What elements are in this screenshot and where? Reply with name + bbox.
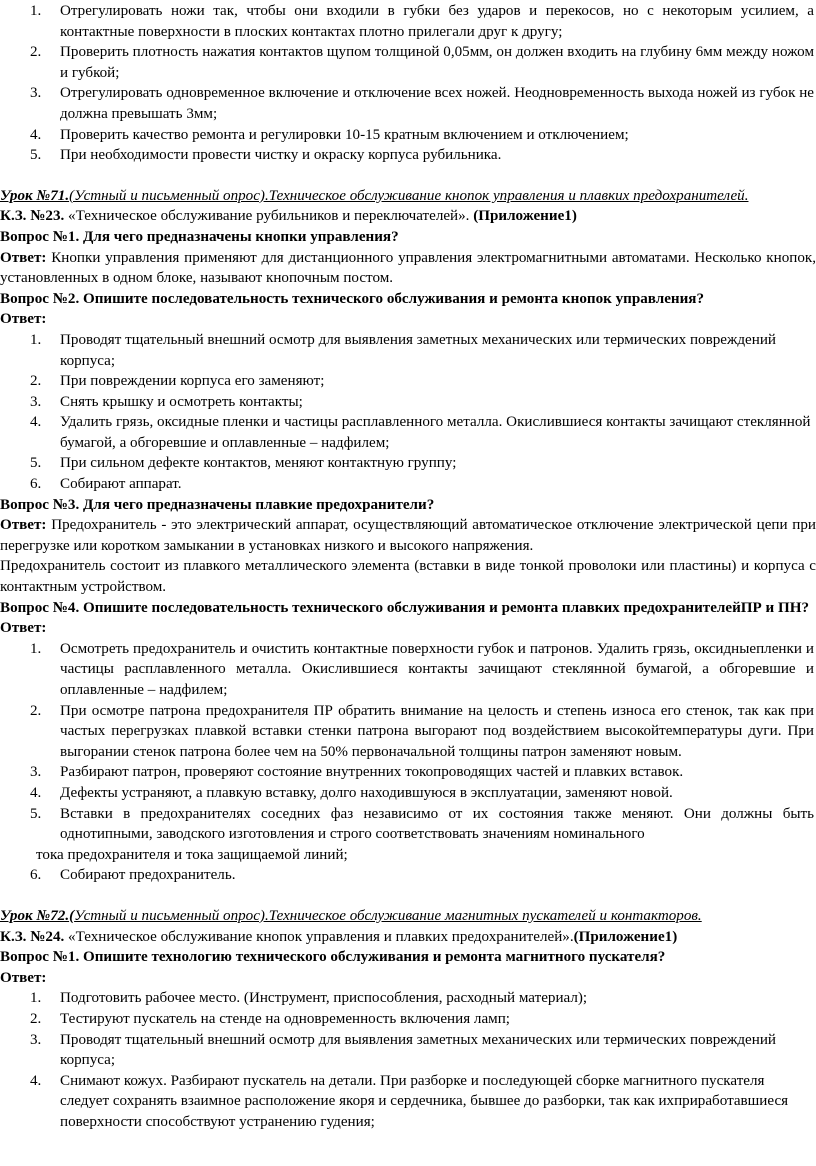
list-text: Собирают аппарат. [60, 476, 182, 493]
question-text: Для чего предназначены плавкие предохранители? [79, 496, 435, 513]
kz-line [0, 927, 816, 948]
lesson-72 [0, 906, 816, 1133]
list-item [30, 412, 816, 453]
answer-4-list [0, 639, 816, 886]
answer-3 [0, 515, 816, 556]
list-number: 3. [30, 764, 42, 781]
list-number: 2. [30, 702, 42, 719]
list-text: При повреждении корпуса его заменяют; [60, 373, 325, 390]
list-continuation: тока предохранителя и тока защищаемой линий; [36, 846, 348, 863]
question-text: Опишите последовательность технического обслуживания и ремонта кнопок управления? [79, 290, 704, 307]
list-text: При сильном дефекте контактов, меняют контактную группу; [60, 455, 457, 472]
appendix-label: (Приложение1) [573, 928, 678, 945]
question-2 [0, 289, 816, 310]
kz-label: К.З. №24. [0, 928, 65, 945]
list-item [0, 145, 816, 166]
lesson-label: Урок №71. [0, 187, 70, 204]
question-text: Для чего предназначены кнопки управления? [79, 228, 399, 245]
list-item [0, 783, 816, 804]
list-item [0, 701, 816, 763]
list-item [30, 474, 816, 495]
question-label: Вопрос №1. [0, 228, 80, 245]
answer-label: Ответ: [0, 517, 47, 534]
list-text: Вставки в предохранителях соседних фаз независимо от их состояния также меняют. Они должны быть однотипными, заводского изготовления и строго соответствовать значениям номинального [60, 805, 814, 843]
list-text: Разбирают патрон, проверяют состояние внутренних токопроводящих частей и плавких вставок. [60, 764, 684, 781]
list-item [0, 988, 816, 1009]
answer-label: Ответ: [0, 311, 47, 328]
list-item [0, 42, 816, 83]
list-number: 1. [30, 331, 42, 348]
question-1 [0, 227, 816, 248]
top-list [0, 0, 816, 166]
list-number: 5. [30, 455, 42, 472]
list-text: Отрегулировать ножи так, чтобы они входили в губки без ударов и перекосов, но с некоторым усилием, а контактные поверхности в плоских контактах плотно прилегали друг к другу; [60, 3, 814, 40]
list-number: 3. [30, 393, 42, 410]
list-text: Снять крышку и осмотреть контакты; [60, 393, 303, 410]
lesson-label: Урок №72. [0, 907, 70, 924]
question-label: Вопрос №4. [0, 599, 80, 616]
answer-label: Ответ: [0, 969, 47, 986]
list-item [30, 1030, 816, 1071]
kz-line [0, 206, 816, 227]
list-text: Отрегулировать одновременное включение и отключение всех ножей. Неодновременность выхода ножей из губок не должна превышать 3мм; [60, 85, 814, 122]
question-label: Вопрос №2. [0, 290, 80, 307]
question-1 [0, 947, 816, 968]
list-text: Проверить плотность нажатия контактов щупом толщиной 0,05мм, он должен входить на глубину 6мм между ножом и губкой; [60, 44, 814, 81]
list-number: 4. [30, 1072, 42, 1089]
lesson-title-open: ( [69, 907, 75, 924]
list-text: Проверить качество ремонта и регулировки 10-15 кратным включением и отключением; [60, 126, 629, 143]
question-label: Вопрос №1. [0, 949, 80, 966]
list-item [0, 1, 816, 42]
list-item [0, 1009, 816, 1030]
spacer [0, 886, 816, 906]
lesson-title: (Устный и письменный опрос).Техническое обслуживание кнопок управления и плавких предохранителей. [69, 187, 749, 204]
answer-1-sub [0, 1030, 816, 1071]
list-item [30, 371, 816, 392]
lesson-title: Устный и письменный опрос).Техническое обслуживание магнитных пускателей и контакторов. [74, 907, 702, 924]
list-text: Осмотреть предохранитель и очистить контактные поверхности губок и патронов. Удалить грязь, оксидныепленки и частицы расплавленного металла. Окислившиеся контакты зачищают стеклянной бумагой, а обгоревшие и оплавленные – надфилем; [60, 640, 814, 698]
list-text: Дефекты устраняют, а плавкую вставку, долго находившуюся в эксплуатации, заменяют новой. [60, 784, 673, 801]
list-number: 4. [30, 126, 42, 143]
kz-text: «Техническое обслуживание кнопок управления и плавких предохранителей». [64, 928, 574, 945]
list-number: 5. [30, 147, 42, 164]
list-item [30, 392, 816, 413]
question-text: Опишите последовательность технического обслуживания и ремонта плавких предохранителейПР и ПН? [79, 599, 809, 616]
question-label: Вопрос №3. [0, 496, 80, 513]
list-text: Проводят тщательный внешний осмотр для выявления заметных механических или термических повреждений корпуса; [60, 331, 776, 369]
answer-label: Ответ: [0, 620, 47, 637]
list-text: Проводят тщательный внешний осмотр для выявления заметных механических или термических повреждений корпуса; [60, 1031, 776, 1069]
list-number: 3. [30, 85, 42, 102]
list-number: 1. [30, 990, 42, 1007]
list-number: 4. [30, 414, 42, 431]
list-number: 1. [30, 3, 42, 19]
answer-label: Ответ: [0, 249, 47, 266]
question-text: Опишите технологию технического обслуживания и ремонта магнитного пускателя? [79, 949, 666, 966]
list-number: 6. [30, 476, 42, 493]
answer-1 [0, 248, 816, 289]
list-item [0, 865, 816, 886]
answer-2-list [0, 330, 816, 495]
list-text: Подготовить рабочее место. (Инструмент, приспособления, расходный материал); [60, 990, 588, 1007]
answer-text: Кнопки управления применяют для дистанционного управления электромагнитными автоматами. Несколько кнопок, установленных в одном блоке, называют кнопочным постом. [0, 249, 816, 287]
list-text: При необходимости провести чистку и окраску корпуса рубильника. [60, 147, 502, 164]
list-number: 2. [30, 44, 42, 61]
list-number: 1. [30, 640, 42, 657]
question-3 [0, 495, 816, 516]
list-item [0, 762, 816, 783]
list-number: 2. [30, 373, 42, 390]
list-text: Тестируют пускатель на стенде на одновременность включения ламп; [60, 1010, 510, 1027]
list-number: 5. [30, 805, 42, 822]
list-item [0, 83, 816, 124]
list-number: 4. [30, 784, 42, 801]
list-text: Собирают предохранитель. [60, 867, 236, 884]
appendix-label: (Приложение1) [473, 208, 577, 225]
list-item [0, 1071, 816, 1133]
list-item [0, 125, 816, 146]
spacer [0, 166, 816, 186]
question-4 [0, 598, 816, 619]
kz-label: К.З. №23. [0, 208, 65, 225]
list-text: Снимают кожух. Разбирают пускатель на детали. При разборке и последующей сборке магнитного пускателя следует сохранять взаимное расположение якоря и сердечника, бывшее до разборки, так как ихприработавшиеся поверхности способствуют устранению гудения; [60, 1072, 789, 1130]
lesson-71 [0, 186, 816, 886]
list-number: 6. [30, 867, 42, 884]
list-item [30, 330, 816, 371]
answer-text: Предохранитель - это электрический аппарат, осуществляющий автоматическое отключение электрической цепи при перегрузке или коротком замыкании в установках низкого и высокого напряжения. [0, 517, 816, 554]
answer-3-cont: Предохранитель состоит из плавкого металлического элемента (вставки в виде тонкой проволоки или пластины) и корпуса с контактным устройством. [0, 558, 816, 596]
kz-text: «Техническое обслуживание рубильников и переключателей». [64, 208, 474, 225]
answer-1-list [0, 988, 816, 1132]
list-number: 2. [30, 1010, 42, 1027]
list-number: 3. [30, 1031, 42, 1048]
lesson-72-heading [0, 906, 816, 927]
lesson-71-heading [0, 186, 816, 207]
list-item [0, 804, 816, 845]
list-text: При осмотре патрона предохранителя ПР обратить внимание на целость и степень износа его стенок, так как при частых перегрузках плавкой вставки стенки патрона выгорают под воздействием высокойтемпературы дуги. При выгорании стенок патрона более чем на 50% первоначальной толщины патрон заменяют новым. [60, 702, 814, 760]
list-item [0, 639, 816, 701]
list-item [30, 453, 816, 474]
list-text: Удалить грязь, оксидные пленки и частицы расплавленного металла. Окислившиеся контакты зачищают стеклянной бумагой, а обгоревшие и оплавленные – надфилем; [60, 414, 811, 451]
